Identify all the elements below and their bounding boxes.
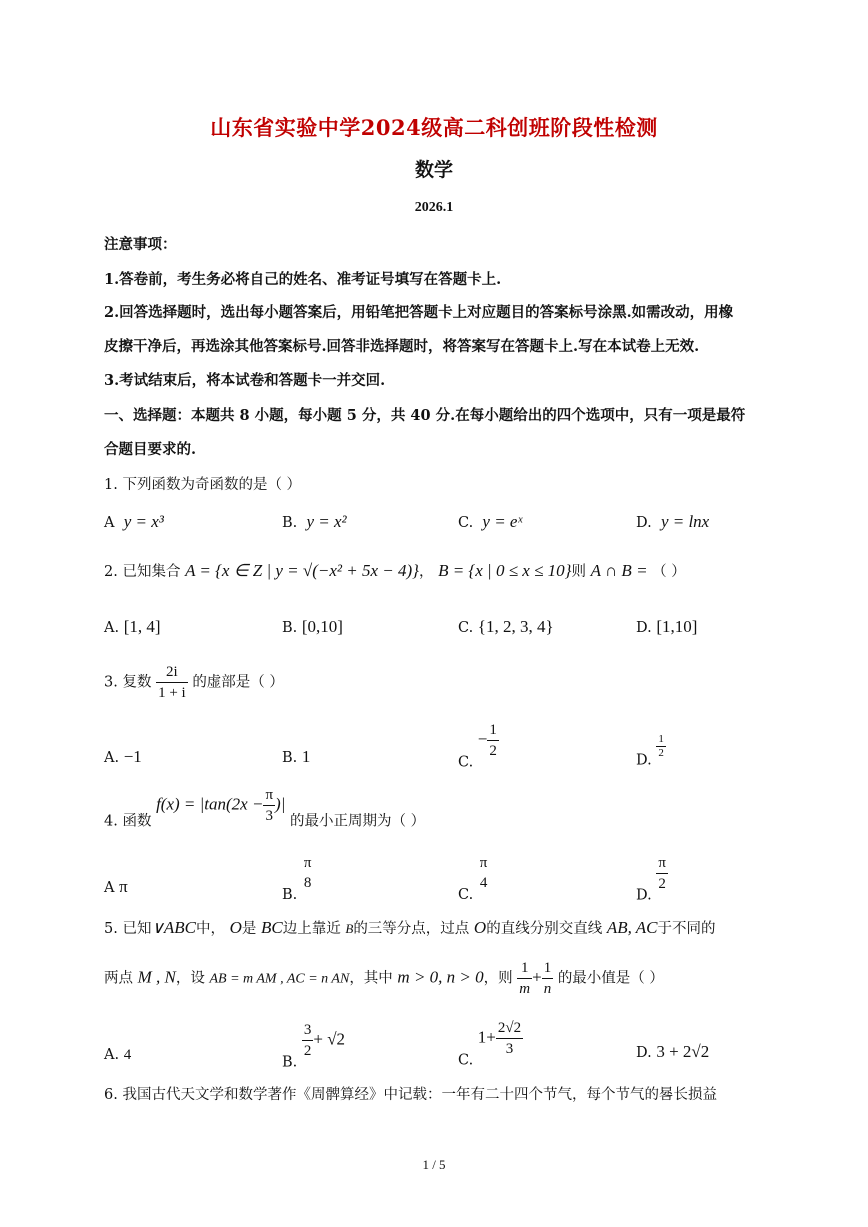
q4-d-num: π bbox=[656, 853, 668, 874]
q4-b-num: π bbox=[303, 855, 312, 871]
q5-l2c: ，其中 bbox=[349, 970, 393, 987]
q1-d-label: D. bbox=[636, 515, 652, 531]
q2-c-label: C. bbox=[458, 620, 474, 636]
q5-l2d: ，则 bbox=[483, 970, 513, 987]
q5-l1b: 中， bbox=[196, 921, 226, 937]
q2-then: 则 bbox=[571, 564, 586, 580]
q4-stem bbox=[104, 785, 425, 831]
q5-a-expr: 4 bbox=[123, 1047, 132, 1063]
q3-c-den: 2 bbox=[489, 743, 497, 759]
q2-paren: （ ） bbox=[652, 564, 686, 580]
q3-option-b bbox=[282, 747, 310, 767]
notice-item-1: 1.答卷前，考生务必将自己的姓名、准考证号填写在答题卡上. bbox=[104, 271, 502, 288]
q4-function: f(x) = |tan(2x − bbox=[156, 794, 264, 814]
q4-suffix: 的最小正周期为（ ） bbox=[289, 813, 426, 830]
section1-line2: 合题目要求的. bbox=[104, 441, 197, 458]
q5-d-expr: 3 + 2√2 bbox=[656, 1042, 710, 1061]
q5-b-label: B. bbox=[282, 1054, 298, 1071]
q4-pi-num: π bbox=[263, 785, 275, 806]
q3-c-fraction bbox=[487, 720, 499, 761]
q3-d-label: D. bbox=[636, 752, 652, 769]
q4-a-expr: π bbox=[119, 877, 128, 896]
q3-c-num: 1 bbox=[487, 720, 499, 741]
q5-condition: m > 0, n > 0 bbox=[397, 967, 484, 987]
q4-d-den: 2 bbox=[658, 876, 666, 892]
q3-a-expr: −1 bbox=[123, 747, 142, 766]
q2-set-b: B = {x | 0 ≤ x ≤ 10} bbox=[438, 561, 572, 580]
q5-b-plus: + √2 bbox=[313, 1029, 346, 1049]
q5-frac-n-num: 1 bbox=[542, 958, 554, 979]
notice-item-2b: 皮擦干净后，再选涂其他答案标号.回答非选择题时，将答案写在答题卡上.写在本试卷上无效. bbox=[104, 338, 700, 355]
q2-set-a: A = {x ∈ Z | y = √(−x² + 5x − 4)} bbox=[185, 561, 419, 580]
q2-option-a bbox=[104, 617, 161, 637]
q5-frac-n-den: n bbox=[543, 981, 552, 997]
q1-a-label: A bbox=[104, 515, 115, 531]
q5-l1c: 是 bbox=[241, 921, 257, 937]
q5-c-num: 2√2 bbox=[496, 1018, 523, 1039]
q5-l1e: 的三等分点，过点 bbox=[353, 921, 470, 937]
q3-d-num: 1 bbox=[658, 733, 664, 745]
q5-l2e: 的最小值是（ ） bbox=[557, 970, 664, 987]
q3-c-label: C. bbox=[458, 754, 474, 771]
q2-a-label: A. bbox=[104, 620, 120, 636]
q4-b-label: B. bbox=[282, 887, 298, 903]
q3-b-expr: 1 bbox=[301, 747, 311, 766]
q3-option-c bbox=[458, 720, 499, 771]
q3-suffix: 的虚部是（ ） bbox=[192, 674, 284, 691]
q5-l1g: 于不同的 bbox=[657, 921, 716, 937]
q2-stem bbox=[104, 560, 686, 581]
q2-c-expr: {1, 2, 3, 4} bbox=[477, 617, 554, 636]
q3-d-den: 2 bbox=[658, 747, 664, 759]
q5-c-pre: 1+ bbox=[477, 1027, 496, 1047]
q2-comma: ， bbox=[418, 564, 434, 580]
q5-l1d: 边上靠近 bbox=[282, 921, 341, 937]
q1-option-a bbox=[104, 512, 164, 532]
q5-point-o: O bbox=[229, 918, 242, 937]
notice-item-3: 3.考试结束后，将本试卷和答题卡一并交回. bbox=[104, 372, 386, 389]
q4-option-d bbox=[636, 853, 668, 904]
q5-vectors: AB = m AM , AC = n AN bbox=[209, 971, 350, 987]
q4-c-den: 4 bbox=[479, 875, 488, 891]
q5-d-label: D. bbox=[636, 1045, 652, 1061]
q1-b-expr: y = x² bbox=[306, 512, 347, 531]
q5-b-fraction bbox=[302, 1020, 314, 1061]
q1-c-label: C. bbox=[458, 515, 474, 531]
q5-point-b: B bbox=[345, 921, 354, 936]
exam-title: 山东省实验中学2024级高二科创班阶段性检测 bbox=[210, 115, 658, 140]
q2-option-d bbox=[636, 617, 697, 637]
q2-intersection: A ∩ B = bbox=[590, 561, 648, 580]
q5-option-d bbox=[636, 1042, 709, 1062]
q5-option-b bbox=[282, 1020, 345, 1071]
q4-b-fraction bbox=[302, 853, 314, 893]
q2-b-label: B. bbox=[282, 620, 298, 636]
q4-c-label: C. bbox=[458, 887, 474, 903]
q3-b-label: B. bbox=[282, 750, 298, 766]
q5-frac-m-den: m bbox=[519, 981, 531, 997]
q2-prefix: 2. 已知集合 bbox=[104, 564, 181, 580]
q2-a-expr: [1, 4] bbox=[123, 617, 161, 636]
q1-stem: 1. 下列函数为奇函数的是（ ） bbox=[104, 477, 302, 493]
q5-c-label: C. bbox=[458, 1052, 474, 1069]
q1-d-expr: y = lnx bbox=[660, 512, 710, 531]
q1-a-expr: y = x³ bbox=[123, 512, 164, 531]
q5-b-den: 2 bbox=[303, 1043, 312, 1059]
q1-option-b bbox=[282, 512, 347, 532]
q4-b-den: 8 bbox=[303, 875, 312, 891]
q4-pi-fraction bbox=[263, 785, 275, 826]
q5-point-o2: O bbox=[473, 918, 487, 937]
q3-option-d bbox=[636, 733, 666, 769]
q6-stem: 6. 我国古代天文学和数学著作《周髀算经》中记载：一年有二十四个节气，每个节气的晷长损益 bbox=[104, 1087, 717, 1103]
q5-c-fraction bbox=[496, 1018, 523, 1059]
q2-b-expr: [0,10] bbox=[301, 617, 343, 636]
q2-d-label: D. bbox=[636, 620, 652, 636]
q1-b-label: B. bbox=[282, 515, 298, 531]
q5-a-label: A. bbox=[104, 1047, 120, 1063]
q5-l2a: 两点 bbox=[104, 970, 133, 987]
q5-c-den: 3 bbox=[505, 1041, 514, 1057]
q4-close: )| bbox=[275, 794, 286, 814]
q4-prefix: 4. 函数 bbox=[104, 813, 152, 830]
q3-d-fraction bbox=[656, 733, 666, 760]
q4-pi-den: 3 bbox=[265, 808, 273, 824]
q5-mn: M , N bbox=[137, 967, 176, 987]
notice-item-2a: 2.回答选择题时，选出每小题答案后，用铅笔把答题卡上对应题目的答案标号涂黑.如需改动，用橡 bbox=[104, 304, 734, 321]
q1-option-d bbox=[636, 512, 709, 532]
q4-option-b bbox=[282, 853, 313, 903]
q5-ab-ac: AB, AC bbox=[606, 918, 658, 937]
section1-line1: 一、选择题：本题共 8 小题，每小题 5 分，共 40 分.在每小题给出的四个选项中，只有一项是最符 bbox=[104, 407, 746, 424]
q3-a-label: A. bbox=[104, 750, 120, 766]
q1-c-expr: y = eˣ bbox=[482, 512, 523, 531]
q5-frac-n bbox=[542, 958, 554, 999]
q3-fraction bbox=[156, 662, 188, 703]
q5-option-c bbox=[458, 1018, 523, 1069]
q3-c-minus: − bbox=[477, 729, 488, 749]
q3-prefix: 3. 复数 bbox=[104, 674, 152, 691]
q5-l2b: ，设 bbox=[175, 970, 205, 987]
q3-denominator: 1 + i bbox=[158, 685, 186, 701]
q4-option-a bbox=[104, 877, 128, 897]
q4-c-fraction bbox=[478, 853, 490, 893]
q3-stem bbox=[104, 662, 284, 703]
q5-l1a: 5. 已知 bbox=[104, 921, 152, 937]
q5-l1f: 的直线分别交直线 bbox=[486, 921, 603, 937]
q5-frac-m bbox=[517, 958, 532, 999]
q5-frac-m-num: 1 bbox=[517, 958, 532, 979]
q1-option-c bbox=[458, 512, 522, 532]
q2-option-c bbox=[458, 617, 554, 637]
q5-bc: BC bbox=[261, 918, 283, 937]
q2-d-expr: [1,10] bbox=[656, 617, 698, 636]
page-number: 1 / 5 bbox=[422, 1157, 446, 1172]
q5-plus: + bbox=[532, 967, 542, 987]
q2-option-b bbox=[282, 617, 343, 637]
q4-d-label: D. bbox=[636, 887, 652, 904]
q5-b-num: 3 bbox=[302, 1020, 314, 1041]
q4-a-label: A bbox=[104, 880, 115, 896]
q3-numerator: 2i bbox=[156, 662, 188, 683]
q5-line1 bbox=[104, 917, 716, 938]
exam-date: 2026.1 bbox=[414, 200, 454, 215]
notice-heading: 注意事项： bbox=[104, 236, 177, 253]
q5-option-a bbox=[104, 1047, 131, 1064]
exam-subject: 数学 bbox=[414, 159, 453, 181]
q4-option-c bbox=[458, 853, 489, 903]
q4-d-fraction bbox=[656, 853, 668, 894]
q5-line2 bbox=[104, 958, 664, 999]
q5-triangle: ∨ABC bbox=[151, 918, 197, 937]
q3-option-a bbox=[104, 747, 142, 767]
q4-c-num: π bbox=[479, 855, 488, 871]
